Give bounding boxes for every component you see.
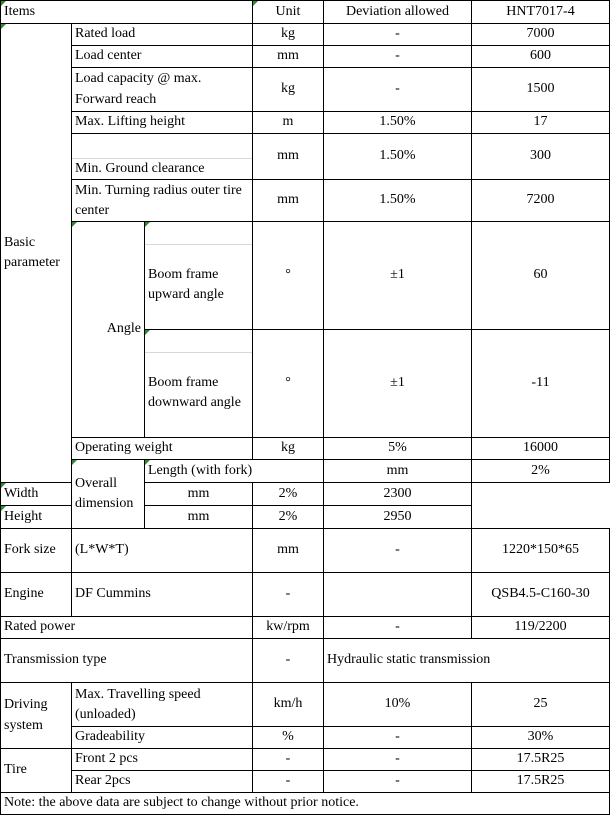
row-value: 16000 xyxy=(472,438,610,460)
row-deviation: ±1 xyxy=(324,222,472,330)
row-unit: km/h xyxy=(253,683,324,727)
spacer xyxy=(145,222,252,244)
row-deviation: ±1 xyxy=(324,330,472,438)
row-unit: mm xyxy=(324,460,472,483)
row-unit: mm xyxy=(145,506,253,529)
row-name: Min. Turning radius outer tire center xyxy=(72,180,253,222)
row-unit: mm xyxy=(253,529,324,573)
row-value: 60 xyxy=(472,222,610,330)
row-name: Rated load xyxy=(72,24,253,46)
spacer xyxy=(145,330,252,352)
row-name: Load capacity @ max. Forward reach xyxy=(72,68,253,112)
row-deviation: - xyxy=(324,24,472,46)
table-row xyxy=(1,573,610,617)
header-model: HNT7017-4 xyxy=(472,1,610,24)
row-name: Rear 2pcs xyxy=(72,771,253,793)
row-name: Max. Lifting height xyxy=(72,112,253,134)
group-rated-power: Rated power xyxy=(1,617,253,639)
table-row xyxy=(1,46,610,68)
row-deviation: 1.50% xyxy=(324,112,472,134)
row-value: 17.5R25 xyxy=(472,771,610,793)
row-unit: m xyxy=(253,112,324,134)
table-row xyxy=(1,749,610,771)
row-value: 2950 xyxy=(324,506,472,529)
note-text: Note: the above data are subject to change without prior notice. xyxy=(1,793,610,815)
row-unit: - xyxy=(253,639,324,683)
table-row xyxy=(1,68,610,112)
row-value: 30% xyxy=(472,727,610,749)
row-unit: mm xyxy=(253,134,324,180)
row-deviation: - xyxy=(324,68,472,112)
row-value: QSB4.5-C160-30 xyxy=(472,573,610,617)
table-row xyxy=(1,180,610,222)
table-row xyxy=(1,771,610,793)
row-deviation: - xyxy=(324,727,472,749)
row-value: 17 xyxy=(472,112,610,134)
row-deviation xyxy=(324,573,472,617)
row-name: Boom frame downward angle xyxy=(145,352,252,414)
header-deviation: Deviation allowed xyxy=(324,1,472,24)
row-name: Load center xyxy=(72,46,253,68)
table-row xyxy=(1,460,610,483)
header-items: Items xyxy=(1,1,253,24)
row-value: 300 xyxy=(472,134,610,180)
row-deviation: - xyxy=(324,749,472,771)
row-deviation: 5% xyxy=(324,438,472,460)
row-value: -11 xyxy=(472,330,610,438)
row-name: Front 2 pcs xyxy=(72,749,253,771)
row-value: 17.5R25 xyxy=(472,749,610,771)
row-unit: kg xyxy=(253,438,324,460)
row-deviation: 1.50% xyxy=(324,134,472,180)
table-row xyxy=(1,112,610,134)
row-value: 7200 xyxy=(472,180,610,222)
header-unit: Unit xyxy=(253,1,324,24)
row-name: Gradeability xyxy=(72,727,253,749)
row-deviation: 2% xyxy=(472,460,610,483)
table-row xyxy=(1,727,610,749)
table-row xyxy=(1,617,610,639)
group-fork-size: Fork size xyxy=(1,529,72,573)
row-name-cell xyxy=(145,222,253,330)
row-unit: mm xyxy=(253,180,324,222)
row-unit: - xyxy=(253,573,324,617)
row-name-cell xyxy=(145,330,253,438)
row-unit: ° xyxy=(253,330,324,438)
row-deviation: - xyxy=(324,529,472,573)
row-unit: kg xyxy=(253,24,324,46)
group-basic-parameter: Basic parameter xyxy=(1,24,72,483)
table-row xyxy=(1,222,610,330)
row-unit: % xyxy=(253,727,324,749)
row-value: 1220*150*65 xyxy=(472,529,610,573)
row-deviation: - xyxy=(324,771,472,793)
row-value: 119/2200 xyxy=(472,617,610,639)
table-row xyxy=(1,639,610,683)
row-name: Boom frame upward angle xyxy=(145,244,252,306)
row-name: Length (with fork) xyxy=(145,460,324,483)
row-unit: - xyxy=(253,749,324,771)
spacer xyxy=(72,136,252,158)
group-driving-system: Driving system xyxy=(1,683,72,749)
row-name-cell xyxy=(72,134,253,180)
row-unit: ° xyxy=(253,222,324,330)
row-value: Hydraulic static transmission xyxy=(324,639,610,683)
row-name: Width xyxy=(1,483,145,506)
row-unit: mm xyxy=(253,46,324,68)
row-deviation: 2% xyxy=(253,483,324,506)
row-name: DF Cummins xyxy=(72,573,253,617)
row-name: Min. Ground clearance xyxy=(72,158,252,179)
table-row xyxy=(1,438,610,460)
table-row xyxy=(1,24,610,46)
note-row xyxy=(1,793,610,815)
row-value: 25 xyxy=(472,683,610,727)
row-deviation: 10% xyxy=(324,683,472,727)
row-unit: - xyxy=(253,771,324,793)
row-deviation: - xyxy=(324,617,472,639)
group-engine: Engine xyxy=(1,573,72,617)
row-name: (L*W*T) xyxy=(72,529,253,573)
table-row xyxy=(1,134,610,180)
table-row xyxy=(1,506,610,529)
table-row xyxy=(1,483,610,506)
row-value: 600 xyxy=(472,46,610,68)
row-name: Height xyxy=(1,506,145,529)
row-deviation: 1.50% xyxy=(324,180,472,222)
group-angle: Angle xyxy=(72,222,145,438)
row-unit: mm xyxy=(145,483,253,506)
row-name: Operating weight xyxy=(72,438,253,460)
table-row xyxy=(1,529,610,573)
row-deviation: - xyxy=(324,46,472,68)
header-row xyxy=(1,1,610,24)
group-overall-dimension: Overall dimension xyxy=(72,460,145,529)
table-row xyxy=(1,683,610,727)
row-deviation: 2% xyxy=(253,506,324,529)
row-value: 1500 xyxy=(472,68,610,112)
row-name: Max. Travelling speed (unloaded) xyxy=(72,683,253,727)
row-unit: kw/rpm xyxy=(253,617,324,639)
group-tire: Tire xyxy=(1,749,72,793)
group-transmission-type: Transmission type xyxy=(1,639,253,683)
row-value: 7000 xyxy=(472,24,610,46)
row-unit: kg xyxy=(253,68,324,112)
row-value: 2300 xyxy=(324,483,472,506)
